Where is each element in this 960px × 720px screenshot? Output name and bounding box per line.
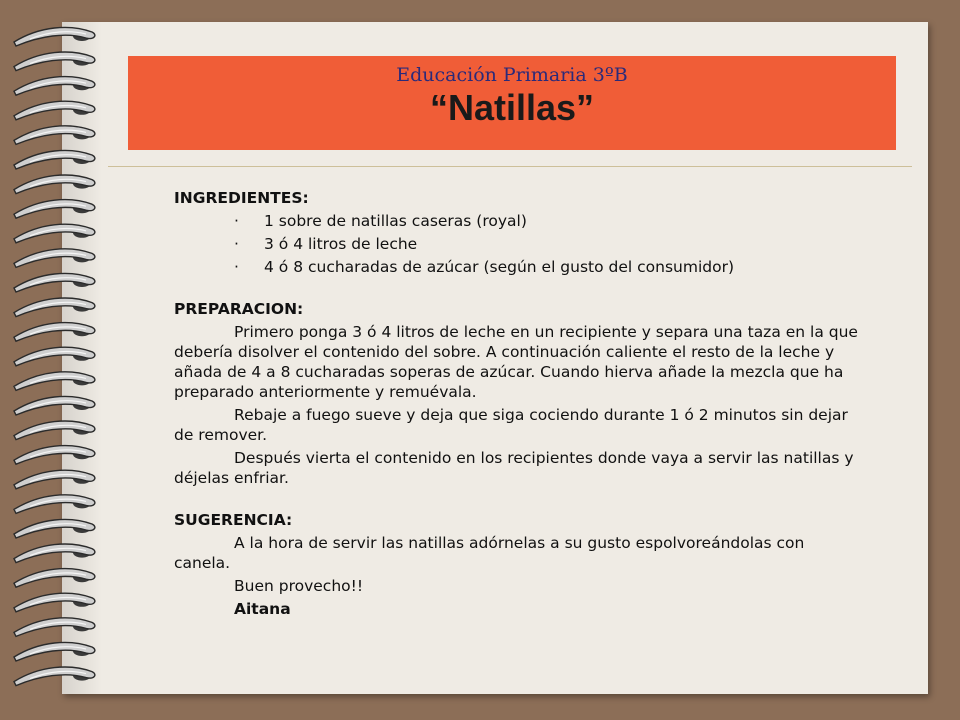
- ingredient-item: [234, 211, 864, 231]
- binding-ring: [14, 126, 95, 145]
- binding-ring: [14, 569, 95, 588]
- ingredient-item: [234, 234, 864, 254]
- binding-ring: [14, 396, 95, 415]
- closing-text: Buen provecho!!: [234, 577, 364, 595]
- header-divider: [108, 166, 912, 167]
- binding-ring: [14, 101, 95, 120]
- suggestion-heading: SUGERENCIA:: [174, 511, 293, 529]
- binding-ring: [14, 323, 95, 342]
- preparation-paragraph: Rebaje a fuego sueve y deja que siga cociendo durante 1 ó 2 minutos sin dejar de remover.: [174, 406, 848, 444]
- binding-ring: [14, 618, 95, 637]
- recipe-body: [174, 188, 864, 619]
- recipe-title: “Natillas”: [429, 87, 595, 128]
- bullet-icon: ·: [234, 258, 239, 276]
- binding-ring: [14, 298, 95, 317]
- binding-ring: [14, 273, 95, 292]
- spiral-binding: [0, 0, 115, 720]
- binding-ring: [14, 495, 95, 514]
- binding-ring: [14, 519, 95, 538]
- ingredients-heading: INGREDIENTES:: [174, 189, 309, 207]
- binding-ring: [14, 667, 95, 686]
- preparation-heading: PREPARACION:: [174, 300, 304, 318]
- author-name: Aitana: [234, 600, 291, 618]
- binding-ring: [14, 200, 95, 219]
- binding-ring: [14, 77, 95, 96]
- binding-ring: [14, 544, 95, 563]
- ingredient-text: 1 sobre de natillas caseras (royal): [264, 212, 527, 230]
- binding-ring: [14, 642, 95, 661]
- bullet-icon: ·: [234, 212, 239, 230]
- preparation-paragraph: Después vierta el contenido en los recipientes donde vaya a servir las natillas y déjelas enfriar.: [174, 449, 854, 487]
- binding-ring: [14, 249, 95, 268]
- binding-ring: [14, 446, 95, 465]
- bullet-icon: ·: [234, 235, 239, 253]
- binding-ring: [14, 150, 95, 169]
- binding-ring: [14, 593, 95, 612]
- ingredient-item: [234, 257, 864, 277]
- binding-ring: [14, 347, 95, 366]
- binding-ring: [14, 175, 95, 194]
- binding-ring: [14, 372, 95, 391]
- ingredient-text: 3 ó 4 litros de leche: [264, 235, 418, 253]
- course-subtitle: Educación Primaria 3ºB: [396, 64, 628, 86]
- preparation-paragraph: Primero ponga 3 ó 4 litros de leche en un recipiente y separa una taza en la que debería disolver el contenido del sobre. A continuación caliente el resto de la leche y añada de 4 a 8 cucharadas soperas de azúcar. Cuando hierva añade la mezcla que ha preparado anteriormente y remuévala.: [174, 323, 858, 401]
- suggestion-text: A la hora de servir las natillas adórnelas a su gusto espolvoreándolas con canela.: [174, 534, 805, 572]
- binding-ring: [14, 224, 95, 243]
- ingredient-text: 4 ó 8 cucharadas de azúcar (según el gusto del consumidor): [264, 258, 735, 276]
- binding-ring: [14, 421, 95, 440]
- binding-ring: [14, 27, 95, 46]
- binding-ring: [14, 52, 95, 71]
- title-banner: [128, 56, 896, 150]
- binding-ring: [14, 470, 95, 489]
